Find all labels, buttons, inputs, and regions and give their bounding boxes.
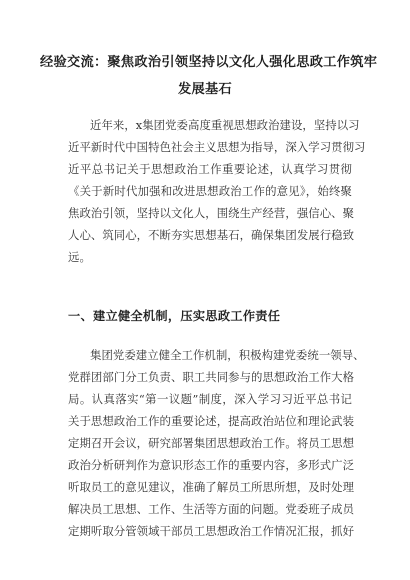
paragraph-1-line: 远。 — [68, 250, 91, 264]
paragraph-1-line: 近平总书记关于思想政治工作重要论述，认真学习贯彻 — [68, 162, 352, 176]
paragraph-2-line: 局。认真落实“第一议题”制度，深入学习习近平总书记 — [68, 392, 352, 406]
paragraph-2-line: 党群团部门分工负责、职工共同参与的思想政治工作大格 — [68, 370, 355, 384]
paragraph-1-line: 《关于新时代加强和改进思想政治工作的意见》，始终聚 — [68, 184, 352, 198]
paragraph-2-line: 听取员工的意见建议，准确了解员工所思所想，及时处理 — [68, 480, 355, 494]
paragraph-2-line: 解决员工思想、工作、生活等方面的问题。党委班子成员 — [68, 502, 355, 516]
paragraph-2-line: 关于思想政治工作的重要论述，提高政治站位和理论武装 — [68, 414, 355, 428]
paragraph-1-line: 人心、筑同心，不断夯实思想基石，确保集团发展行稳致 — [68, 228, 355, 242]
paragraph-2-line: 定期召开会议，研究部署集团思想政治工作。将员工思想 — [68, 436, 355, 450]
document-title-line-2: 发展基石 — [178, 82, 232, 97]
paragraph-2-line: 政治分析研判作为意识形态工作的重要内容，多形式广泛 — [68, 458, 355, 472]
paragraph-1-line: 近平新时代中国特色社会主义思想为指导，深入学习贯彻习 — [68, 140, 366, 154]
document-title-line-1: 经验交流：聚焦政治引领坚持以文化人强化思政工作筑牢 — [40, 55, 378, 70]
paragraph-1-line: 焦政治引领，坚持以文化人，围绕生产经营，强信心、聚 — [68, 206, 355, 220]
paragraph-2-line: 集团党委建立健全工作机制，积极构建党委统一领导、 — [90, 348, 365, 362]
paragraph-1-line: 近年来，x集团党委高度重视思想政治建设，坚持以习 — [90, 118, 360, 132]
section-heading: 一、建立健全机制，压实思政工作责任 — [68, 309, 281, 323]
paragraph-2-line: 定期听取分管领域干部员工思想政治工作情况汇报，抓好 — [68, 524, 355, 538]
